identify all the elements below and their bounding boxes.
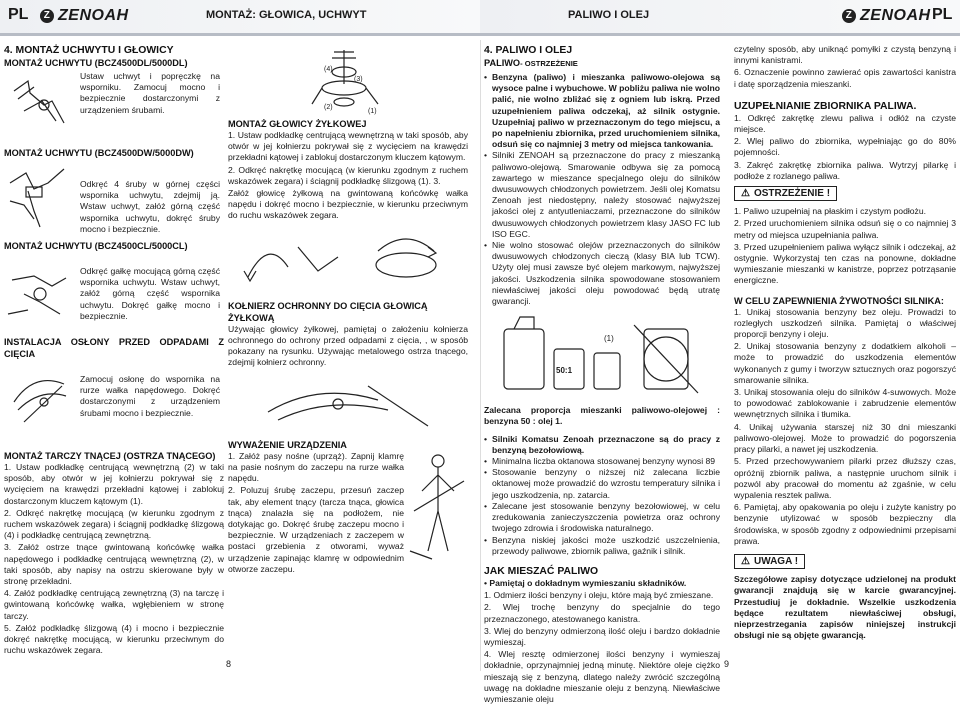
tank-step-3: 3. Zakręć zakrętkę zbiornika paliwa. Wytrzyj pilarkę i podłoże z rozlanego paliwa. <box>734 159 956 181</box>
warning-step-1: 1. Paliwo uzupełniaj na płaskim i czystym podłożu. <box>734 206 927 217</box>
operator-illustration <box>408 451 468 571</box>
handle-dw-text: Odkręć 4 śruby w górnej części wspornika uchwytu, zdejmij ją. Wstaw uchwyt, załóż górną część wspornika uchwytu, dokręć śruby mocno i bezpiecznie. <box>80 179 220 234</box>
trimmer-head-exploded-illustration <box>288 44 408 116</box>
warning-triangle-icon: ⚠ <box>741 555 750 567</box>
header-title-right: PALIWO I OLEJ <box>568 9 650 21</box>
subsection-title: MONTAŻ UCHWYTU (BCZ4500CL/5000CL) <box>4 241 188 252</box>
part-label-3: (3) <box>354 76 363 83</box>
subsection-title: MONTAŻ GŁOWICY ŻYŁKOWEJ <box>228 119 367 129</box>
handle-dl-text: Ustaw uchwyt i popręczkę na wsporniku. Zamocuj mocno i bezpiecznie dostarczonymi z urządzeniem śrubami. <box>80 71 220 115</box>
engine-step-3: 3. Unikaj stosowania oleju do silników 4-suwowych. Może to powodować zablokowanie i zabrudzenie elementów wewnętrznych silnika i tłumika. <box>734 387 956 420</box>
rotation-illustrations <box>228 227 468 295</box>
subsection-title: MONTAŻ UCHWYTU (BCZ4500DL/5000DL) <box>4 58 188 68</box>
refuel-intro: czytelny sposób, aby uniknąć pomyłki z czystą benzyną i innymi kanistrami. <box>734 44 956 66</box>
column-fuel <box>484 44 720 706</box>
subsection-title: KOŁNIERZ OCHRONNY DO CIĘCIA GŁOWICĄ ŻYŁKOWĄ <box>228 300 428 323</box>
refuel-step-6: 6. Oznaczenie powinno zawierać opis zawartości kanistra i datę sporządzenia mieszanki. <box>734 67 956 89</box>
fuel-note-1: • Silniki Komatsu Zenoah przeznaczone są do pracy z benzyną bezołowiową. <box>484 434 720 456</box>
mix-step-1: 1. Odmierz ilości benzyny i oleju, które mają być zmieszane. <box>484 590 714 601</box>
engine-step-2: 2. Unikaj stosowania benzyny z dodatkiem alkoholi – może to prowadzić do uszkodzenia elementów wykonanych z gumy i tworzyw sztucznych oraz pogorszyć smarowanie silnika. <box>734 341 956 385</box>
mix-step-2: 2. Wlej trochę benzyny do specjalnie do tego przeznaczonego, atestowanego kanistra. <box>484 602 720 624</box>
mix-step-3: 3. Wlej do benzyny odmierzoną ilość oleju i bardzo dokładnie wymieszaj. <box>484 625 720 647</box>
ratio-badge: 50:1 <box>556 366 573 376</box>
subsection-title: W CELU ZAPEWNIENIA ŻYWOTNOŚCI SILNIKA: <box>734 295 944 306</box>
fuel-mix-illustration <box>484 309 704 405</box>
language-code-left: PL <box>8 6 29 23</box>
blade-step-2: 2. Odkręć nakrętkę mocującą (w kierunku zgodnym z ruchem wskazówek zegara) i ściągnij podkładkę ślizgową (4) i podkładkę centrującą zewnętrzną. <box>4 507 224 541</box>
fuel-warning-3: • Nie wolno stosować olejów przeznaczonych do silników dwusuwowych chłodzonych cieczą (klasy BIA lub TCW). Użyty olej musi zawsze być olejem markowym, najwyższej jakości. Uszkodzenia silnika spowodowane stosowaniem niewłaściwej jakości oleju powodować będą utratę gwarancji. <box>484 240 720 307</box>
brand-logo-right: Z ZENOAH <box>842 7 931 25</box>
column-head-assembly <box>228 44 468 576</box>
figure-label: (1) <box>604 334 614 344</box>
page-header <box>0 0 960 36</box>
blade-step-3: 3. Załóż ostrze tnące gwintowaną końcówkę wałka napędowego i podkładkę centrującą wewnętrzną (2), w taki sposób, aby napisy na ostrzu skierowane były w stronę przekładni. <box>4 542 224 587</box>
subsection-title: INSTALACJA OSŁONY PRZED ODPADAMI Z CIĘCIA <box>4 337 224 360</box>
fuel-warning-1: • Benzyna (paliwo) i mieszanka paliwowo-olejowa są wysoce palne i wybuchowe. W pobliżu paliwa nie wolno palić, nie wolno zbliżać się z ogniem lub iskrą. Przed uzupełnieniem paliwa odczekaj, aż silnik ostygnie. Uzupełniaj paliwo w przeznaczonym do tego miejscu, a po napełnieniu zbiornika, przed uruchomieniem silnika, odsuń się co najmniej 3 metry od miejsca tankowania. <box>484 72 720 150</box>
header-title-left: MONTAŻ: GŁOWICA, UCHWYT <box>206 9 367 21</box>
head-step-3: Załóż głowicę żyłkową na gwintowaną końcówkę wałka napędu i dokręć mocno i bezpiecznie, w kierunku przeciwnym do ruchu wskazówek zegara. <box>228 188 468 221</box>
balance-step-2: 2. Poluzuj śrubę zaczepu, przesuń zaczep tak, aby element tnący (tarcza tnąca, głowica tnąca) znalazła się na podłożem, nie dotykając go. Dokręć śrubę zaczepu mocno i bezpiecznie. W urządzeniach z zaczepem w postaci grzebienia z otworami, wyważ urządzenie zapinając klamrę w odpowiednim otworze zaczepu. <box>228 485 404 574</box>
mix-reminder: • Pamiętaj o dokładnym wymieszaniu składników. <box>484 577 687 588</box>
attention-badge: ⚠ UWAGA ! <box>734 554 805 569</box>
part-label-2: (2) <box>324 104 333 111</box>
engine-step-6: 6. Pamiętaj, aby opakowania po oleju i zużyte kanistry po benzynie utylizować w sposób bezpieczny dla środowiska, w sposób zgodny z odpowiednimi przepisami prawa. <box>734 502 956 546</box>
blade-step-5: 5. Załóż podkładkę ślizgową (4) i mocno i bezpiecznie dokręć nakrętkę mocującą, w kierunku przeciwnym do ruchu wskazówek zegara. <box>4 622 224 656</box>
brand-logo-left: Z ZENOAH <box>40 7 129 25</box>
handle-dl-illustration <box>4 71 74 135</box>
tank-step-2: 2. Wlej paliwo do zbiornika, wypełniając go do 80% pojemności. <box>734 136 956 158</box>
shield-illustration <box>248 372 448 436</box>
header-right <box>480 0 960 36</box>
language-code-right: PL <box>932 6 953 23</box>
fuel-note-4: • Zalecane jest stosowanie benzyny bezołowiowej, w celu zredukowania zanieczyszczenia powietrza oraz ochrony twojego zdrowia i środowiska naturalnego. <box>484 501 720 535</box>
tank-step-1: 1. Odkręć zakrętkę zlewu paliwa i odłóż na czyste miejsce. <box>734 112 956 135</box>
column-refuel <box>734 44 956 642</box>
head-step-2: 2. Odkręć nakrętkę mocującą (w kierunku zgodnym z ruchem wskazówek zegara) i ściągnij podkładkę ślizgową (1). 3. <box>228 164 468 186</box>
subsection-title: MONTAŻ TARCZY TNĄCEJ (OSTRZA TNĄCEGO) <box>4 451 216 462</box>
guard-text: Zamocuj osłonę do wspornika na rurze wałka napędowego. Dokręć dostarczonymi z urządzeniem śrubami mocno i bezpiecznie. <box>80 374 220 418</box>
subsection-title: PALIWO- OSTRZEŻENIE <box>484 58 578 68</box>
warning-badge: ⚠ OSTRZEŻENIE ! <box>734 186 837 201</box>
handle-dw-illustration <box>4 161 74 233</box>
blade-step-4: 4. Załóż podkładkę centrującą zewnętrzną (3) na tarczę i gwintowaną końcówkę wałka, wgłębieniem w stronę tarczy. <box>4 588 224 621</box>
guard-illustration <box>4 362 74 442</box>
logo-z-icon: Z <box>842 9 856 23</box>
warning-step-3: 3. Przed uzupełnieniem paliwa wyłącz silnik i odczekaj, aż ostygnie. Wykorzystaj ten czas na ponowne, dokładne wymieszanie mieszanki w kanistrze, poprzez potrząsanie energiczne. <box>734 241 956 286</box>
handle-cl-illustration <box>4 254 74 330</box>
warning-step-2: 2. Przed uruchomieniem silnika odsuń się o co najmniej 3 metry od miejsca uzupełniania paliwa. <box>734 218 956 240</box>
warning-triangle-icon: ⚠ <box>741 188 750 200</box>
fuel-note-2: • Minimalna liczba oktanowa stosowanej benzyny wynosi 89 <box>484 456 720 467</box>
subsection-title: UZUPEŁNIANIE ZBIORNIKA PALIWA. <box>734 100 917 112</box>
page-number-right: 9 <box>724 659 730 669</box>
blade-step-1: 1. Ustaw podkładkę centrującą wewnętrzną (2) w taki sposób, aby otwór w jej kołnierzu pokrywał się z wycięciem na krawędzi przekładni kątowej i zablokuj dostarczonym kluczem kątowym (1). <box>4 462 224 506</box>
subsection-title: JAK MIESZAĆ PALIWO <box>484 565 599 577</box>
engine-step-5: 5. Przed przechowywaniem pilarki przez dłuższy czas, opróżnij zbiornik paliwa, a następnie uruchom silnik i pozwól aby pracował do momentu aż zgaśnie, w celu wypalenia resztek paliwa. <box>734 456 956 500</box>
part-label-1: (1) <box>368 108 377 115</box>
engine-step-4: 4. Unikaj używania starszej niż 30 dni mieszanki paliwowo-olejowej. Może to prowadzić do pogorszenia pracy pilarki, a nawet jej uszkodzenia. <box>734 421 956 455</box>
head-step-1: 1. Ustaw podkładkę centrującą wewnętrzną w taki sposób, aby otwór w jej kołnierzu pokrywał się z wycięciem na krawędzi przekładni kątowej i zablokuj dostarczonym kluczem kątowym. <box>228 130 468 163</box>
balance-step-1: 1. Załóż pasy nośne (uprząż). Zapnij klamrę na pasie nośnym do zaczepu na rurze wałka napędu. <box>228 450 404 484</box>
fuel-note-5: • Benzyna niskiej jakości może uszkodzić uszczelnienia, przewody paliwowe, zbiornik paliwa, gaźnik i silnik. <box>484 535 720 557</box>
shield-text: Używając głowicy żyłkowej, pamiętaj o założeniu kołnierza ochronnego do ochrony przed odpadami z cięcia, , w sposób pokazany na rysunku. Używając metalowego ostrza tnącego, zdejmij kołnierz ochronny. <box>228 323 468 368</box>
fuel-note-3: • Stosowanie benzyny o niższej niż zalecana liczbie oktanowej może prowadzić do wzrostu temperatury silnika i jego uszkodzenia, np. zatarcia. <box>484 467 720 501</box>
part-label-4: (4) <box>324 66 333 73</box>
page-divider <box>480 40 481 671</box>
section-title: 4. PALIWO I OLEJ <box>484 45 573 56</box>
logo-z-icon: Z <box>40 9 54 23</box>
fuel-warning-2: • Silniki ZENOAH są przeznaczone do pracy z mieszanką paliwowo-olejową. Smarowanie odbywa się za pomocą zawartego w mieszance specjalnego oleju do silników dwusuwowych chłodzonych powietrzem. Jeśli olej Komatsu Zenoah jest niedostępny, należy stosować najwyższej jakości olej z antyutleniaczami, przeznaczone do silników dwusuwowych chłodzonych powietrzem klasy JASO FC lub ISO EGC. <box>484 150 720 240</box>
handle-cl-text: Odkręć gałkę mocującą górną część wspornika uchwytu. Wstaw uchwyt, załóż górną część wspornika uchwytu. Dokręć gałkę mocno i bezpiecznie. <box>80 266 220 321</box>
subsection-title: WYWAŻENIE URZĄDZENIA <box>228 439 347 450</box>
ratio-text: Zalecana proporcja mieszanki paliwowo-olejowej : benzyna 50 : olej 1. <box>484 405 720 427</box>
page-number-left: 8 <box>226 659 232 669</box>
header-left <box>0 0 480 36</box>
warranty-note: Szczegółowe zapisy dotyczące udzielonej na produkt gwarancji znajdują się w karcie gwarancyjnej. Przestudiuj je dokładnie. Wszelkie uszkodzenia będące rezultatem niewłaściwej obsługi, nieprzestrzegania zapisów niniejszej instrukcji obsługi nie są objęte gwarancją. <box>734 574 956 641</box>
engine-step-1: 1. Unikaj stosowania benzyny bez oleju. Prowadzi to rozległych uszkodzeń silnika. Pamiętaj o właściwej proporcji benzyny i oleju. <box>734 306 956 340</box>
section-title: 4. MONTAŻ UCHWYTU I GŁOWICY <box>4 45 174 56</box>
column-assembly <box>4 44 224 657</box>
mix-step-4: 4. Wlej resztę odmierzonej ilości benzyny i wymieszaj dokładnie, oprzynajmniej jedną minutę. Niektóre oleje ciężko mieszają się z benzyną, dlatego należy zwrócić szczególną uwagę na dokładne mieszanie oleju z benzyną. Niewłaściwe wymieszanie oleju <box>484 649 720 704</box>
subsection-title: MONTAŻ UCHWYTU (BCZ4500DW/5000DW) <box>4 148 194 158</box>
